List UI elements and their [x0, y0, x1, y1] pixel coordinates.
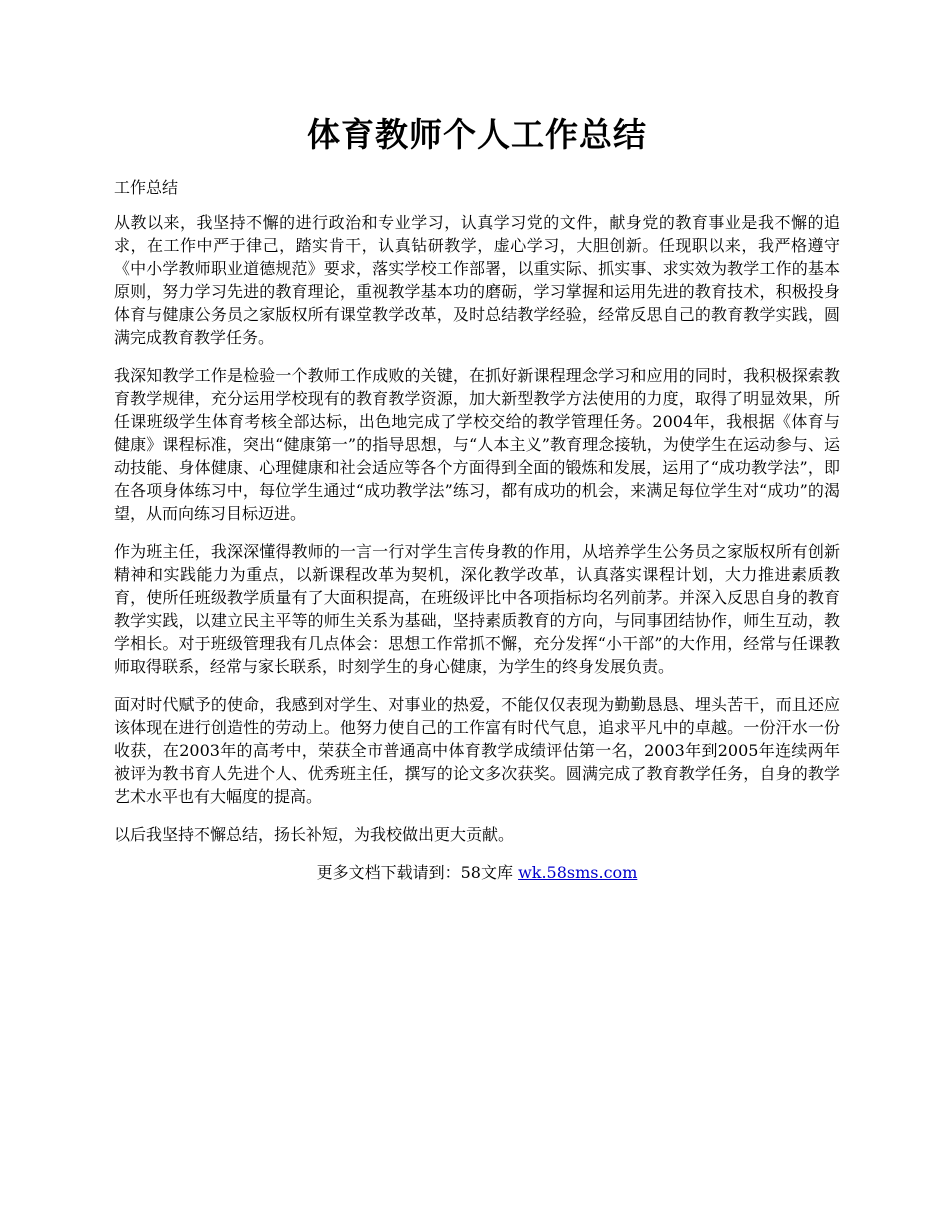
document-title: 体育教师个人工作总结	[307, 115, 647, 154]
paragraph-4: 面对时代赋予的使命，我感到对学生、对事业的热爱，不能仅仅表现为勤勤恳恳、埋头苦干，而且还应该体现在进行创造性的劳动上。他努力使自己的工作富有时代气息，追求平凡中的卓越。一份汗水一份收获，在2003年的高考中，荣获全市普通高中体育教学成绩评估第一名，2003年到2005年连续两年被评为教书育人先进个人、优秀班主任，撰写的论文多次获奖。圆满完成了教育教学任务，自身的教学艺术水平也有大幅度的提高。	[114, 695, 840, 806]
document-subtitle: 工作总结	[114, 178, 179, 197]
paragraph-1: 从教以来，我坚持不懈的进行政治和专业学习，认真学习党的文件，献身党的教育事业是我不懈的追求，在工作中严于律己，踏实肯干，认真钻研教学，虚心学习，大胆创新。任现职以来，我严格遵守《中小学教师职业道德规范》要求，落实学校工作部署，以重实际、抓实事、求实效为教学工作的基本原则，努力学习先进的教育理论，重视教学基本功的磨砺，学习掌握和运用先进的教育技术，积极投身体育与健康公务员之家版权所有课堂教学改革，及时总结教学经验，经常反思自己的教育教学实践，圆满完成教育教学任务。	[114, 213, 840, 347]
paragraph-5: 以后我坚持不懈总结，扬长补短，为我校做出更大贡献。	[114, 825, 515, 844]
footer-prefix: 更多文档下载请到：58文库	[316, 863, 519, 882]
footer-link[interactable]: wk.58sms.com	[518, 863, 638, 882]
paragraph-2: 我深知教学工作是检验一个教师工作成败的关键，在抓好新课程理念学习和应用的同时，我积极探索教育教学规律，充分运用学校现有的教育教学资源，加大新型教学方法使用的力度，取得了明显效果，所任课班级学生体育考核全部达标，出色地完成了学校交给的教学管理任务。2004年，我根据《体育与健康》课程标准，突出“健康第一”的指导思想，与“人本主义”教育理念接轨，为使学生在运动参与、运动技能、身体健康、心理健康和社会适应等各个方面得到全面的锻炼和发展，运用了“成功教学法”，即在各项身体练习中，每位学生通过“成功教学法”练习，都有成功的机会，来满足每位学生对“成功”的渴望，从而向练习目标迈进。	[114, 366, 840, 523]
document-page	[114, 110, 840, 884]
download-footer	[114, 861, 840, 884]
paragraph-3: 作为班主任，我深深懂得教师的一言一行对学生言传身教的作用，从培养学生公务员之家版权所有创新精神和实践能力为重点，以新课程改革为契机，深化教学改革，认真落实课程计划，大力推进素质教育，使所任班级教学质量有了大面积提高，在班级评比中各项指标均名列前茅。并深入反思自身的教育教学实践，以建立民主平等的师生关系为基础，坚持素质教育的方向，与同事团结协作，师生互动，教学相长。对于班级管理我有几点体会：思想工作常抓不懈，充分发挥“小干部”的大作用，经常与任课教师取得联系，经常与家长联系，时刻学生的身心健康，为学生的终身发展负责。	[114, 542, 840, 676]
